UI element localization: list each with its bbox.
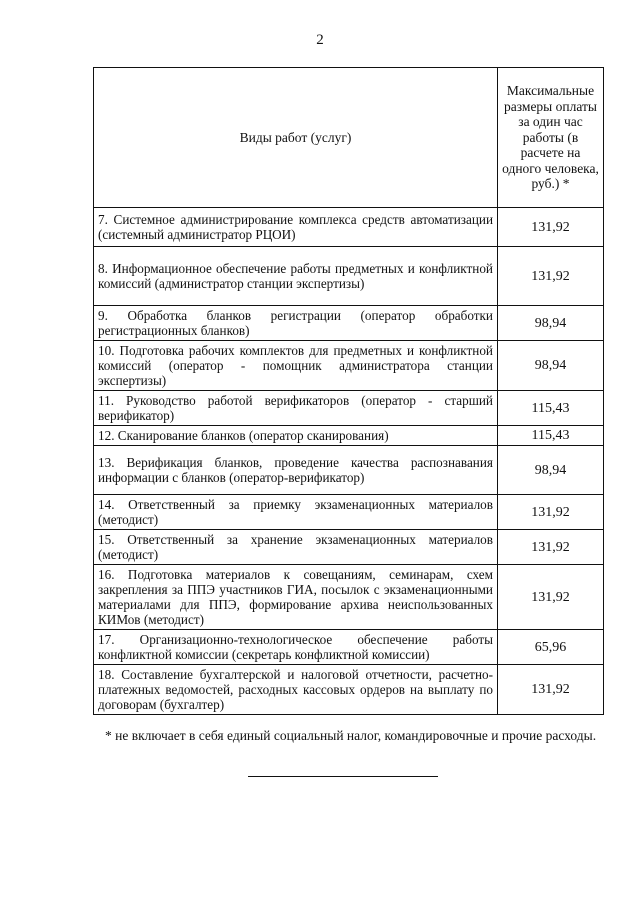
rate-cell: 98,94	[498, 341, 604, 391]
work-type-cell: 18. Составление бухгалтерской и налоговой отчетности, расчетно-платежных ведомостей, расходных кассовых ордеров на выплату по договорам (бухгалтер)	[94, 665, 498, 715]
table-row	[94, 446, 604, 495]
rate-cell: 131,92	[498, 208, 604, 247]
work-type-cell: 9. Обработка бланков регистрации (оператор обработки регистрационных бланков)	[94, 306, 498, 341]
table-row	[94, 426, 604, 446]
table-row	[94, 391, 604, 426]
work-type-cell: 15. Ответственный за хранение экзаменационных материалов (методист)	[94, 530, 498, 565]
rate-cell: 115,43	[498, 426, 604, 446]
rate-cell: 131,92	[498, 530, 604, 565]
work-type-cell: 7. Системное администрирование комплекса средств автоматизации (системный администратор РЦОИ)	[94, 208, 498, 247]
work-type-cell: 8. Информационное обеспечение работы предметных и конфликтной комиссий (администратор станции экспертизы)	[94, 247, 498, 306]
work-type-cell: 12. Сканирование бланков (оператор сканирования)	[94, 426, 498, 446]
rate-cell: 98,94	[498, 446, 604, 495]
closing-rule	[248, 776, 438, 777]
table-row	[94, 630, 604, 665]
work-type-cell: 13. Верификация бланков, проведение качества распознавания информации с бланков (оператор-верификатор)	[94, 446, 498, 495]
rate-cell: 98,94	[498, 306, 604, 341]
work-type-cell: 16. Подготовка материалов к совещаниям, семинарам, схем закрепления за ППЭ участников ГИА, посылок с экзаменационными материалами для ППЭ, формирование архива неиспользованных КИМов (методист)	[94, 565, 498, 630]
table-row	[94, 306, 604, 341]
table-header-row	[94, 68, 604, 208]
rate-cell: 131,92	[498, 495, 604, 530]
table-row	[94, 530, 604, 565]
rate-cell: 115,43	[498, 391, 604, 426]
header-rate: Максимальные размеры оплаты за один час работы (в расчете на одного человека, руб.) *	[498, 68, 604, 208]
work-type-cell: 17. Организационно-технологическое обеспечение работы конфликтной комиссии (секретарь конфликтной комиссии)	[94, 630, 498, 665]
page-number: 2	[316, 32, 324, 48]
table-row	[94, 665, 604, 715]
work-type-cell: 11. Руководство работой верификаторов (оператор - старший верификатор)	[94, 391, 498, 426]
rates-table	[93, 67, 604, 715]
rate-cell: 131,92	[498, 565, 604, 630]
table-row	[94, 565, 604, 630]
rate-cell: 131,92	[498, 247, 604, 306]
table-row	[94, 208, 604, 247]
table-row	[94, 495, 604, 530]
work-type-cell: 14. Ответственный за приемку экзаменационных материалов (методист)	[94, 495, 498, 530]
footnote: * не включает в себя единый социальный налог, командировочные и прочие расходы.	[105, 728, 597, 743]
table-row	[94, 341, 604, 391]
table-row	[94, 247, 604, 306]
rate-cell: 65,96	[498, 630, 604, 665]
work-type-cell: 10. Подготовка рабочих комплектов для предметных и конфликтной комиссий (оператор - помощник администратора станции экспертизы)	[94, 341, 498, 391]
rate-cell: 131,92	[498, 665, 604, 715]
header-work-type: Виды работ (услуг)	[94, 68, 498, 208]
